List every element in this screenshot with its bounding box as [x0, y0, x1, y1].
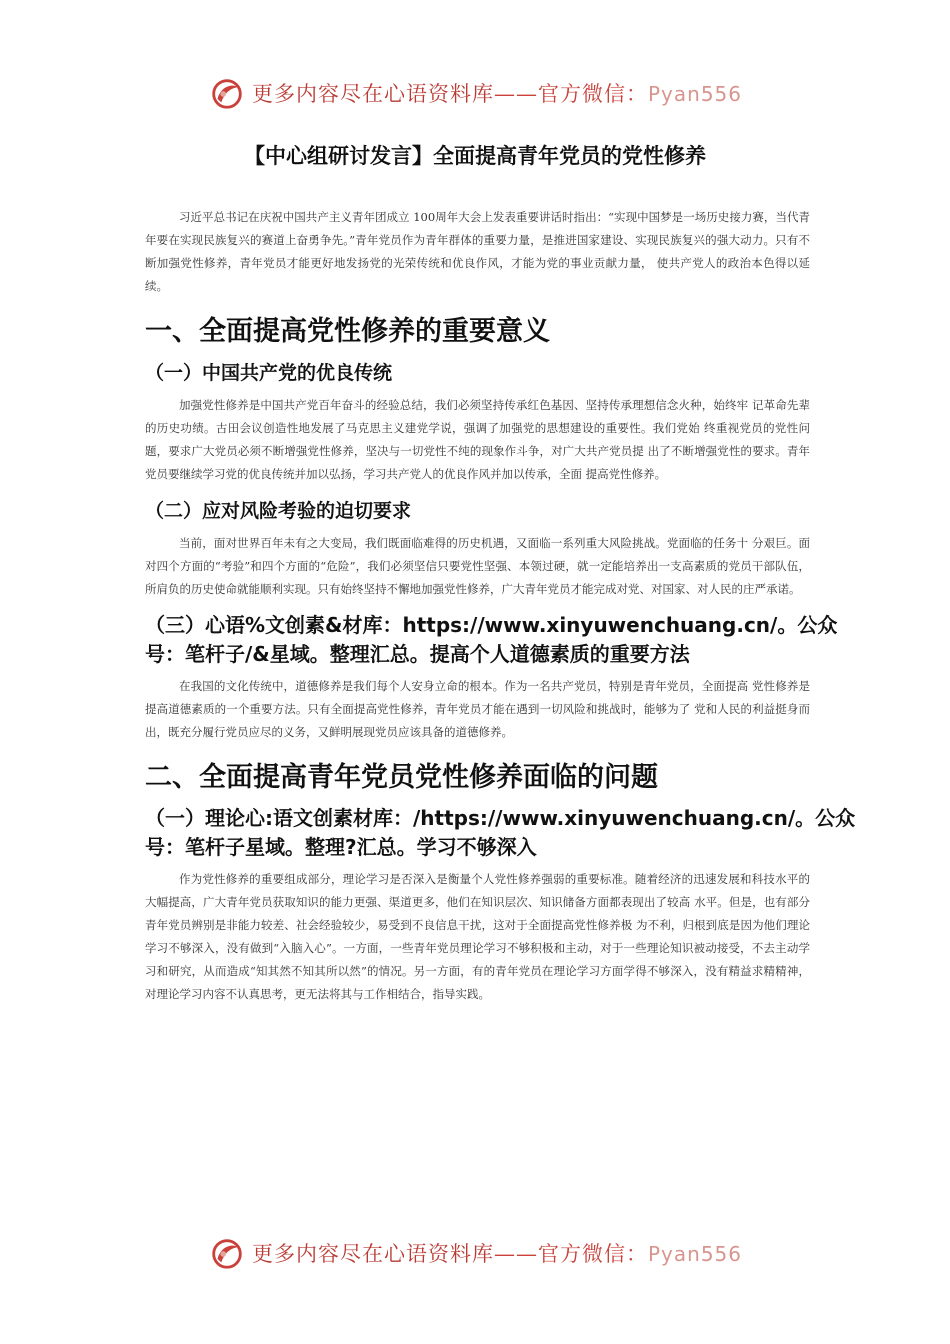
- section-2-heading: 二、全面提高青年党员党性修养面临的问题: [145, 762, 658, 793]
- header-banner: [0, 68, 950, 118]
- brand-logo-icon: [208, 74, 246, 112]
- intro-paragraph: 习近平总书记在庆祝中国共产主义青年团成立 100周年大会上发表重要讲话时指出：“实现中国梦是一场历史接力赛，当代青年要在实现民族复兴的赛道上奋勇争先。”青年党员作为青年群体的重要力量，是推进国家建设、实现民族复兴的强大动力。只有不断加强党性修养，青年党员才能更好地发扬党的光荣传统和优良作风，才能为党的事业贡献力量， 使共产党人的政治本色得以延续。: [145, 210, 810, 293]
- banner-official: 官方微信：: [537, 82, 648, 106]
- banner-prefix: 更多内容尽在心语资料库: [251, 1242, 494, 1266]
- section-1-2-heading: （二）应对风险考验的迫切要求: [145, 500, 412, 522]
- banner-text: [252, 78, 742, 108]
- section-1-3-paragraph: 在我国的文化传统中，道德修养是我们每个人安身立命的根本。作为一名共产党员，特别是青年党员，全面提高 党性修养是提高道德素质的一个重要方法。只有全面提高党性修养，青年党员才能在遇到一切风险和挑战时，能够为了 党和人民的利益挺身而出，既充分履行党员应尽的义务，又鲜明展现党员应该具备的道德修养。: [145, 679, 810, 739]
- banner-dash: ——: [493, 82, 538, 106]
- document-body: [145, 206, 856, 1016]
- footer-banner: [0, 1228, 950, 1278]
- document-title: 【中心组研讨发言】全面提高青年党员的党性修养: [244, 144, 706, 168]
- section-1-2-paragraph: 当前，面对世界百年未有之大变局，我们既面临难得的历史机遇，又面临一系列重大风险挑战。党面临的任务十 分艰巨。面对四个方面的“考验”和四个方面的“危险”，我们必须坚信只要党性坚强、本领过硬，就一定能培养出一支高素质的党员干部队伍，所肩负的历史使命就能顺利实现。只有始终坚持不懈地加强党性修养，广大青年党员才能完成对党、对国家、对人民的庄严承诺。: [145, 536, 810, 596]
- banner-prefix: 更多内容尽在心语资料库: [251, 82, 494, 106]
- brand-logo-icon: [208, 1234, 246, 1272]
- section-2-1-paragraph: 作为党性修养的重要组成部分，理论学习是否深入是衡量个人党性修养强弱的重要标准。随着经济的迅速发展和科技水平的大幅提高，广大青年党员获取知识的能力更强、渠道更多，他们在知识层次、知识储备方面都表现出了较高 水平。但是，也有部分青年党员辨别是非能力较差、社会经验较少，易受到不良信息干扰，这对于全面提高党性修养极 为不利，归根到底是因为他们理论学习不够深入，没有做到“入脑入心”。一方面，一些青年党员理论学习不够积极和主动，对于一些理论知识被动接受，不去主动学习和研究，从而造成“知其然不知其所以然”的情况。另一方面，有的青年党员在理论学习方面学得不够深入，没有精益求精精神，对理论学习内容不认真思考，更无法将其与工作相结合，指导实践。: [145, 872, 810, 1001]
- banner-dash: ——: [493, 1242, 538, 1266]
- section-1-1-heading: （一）中国共产党的优良传统: [145, 362, 393, 384]
- banner-wechat-id: Pyan556: [647, 1242, 742, 1266]
- banner-wechat-id: Pyan556: [647, 82, 742, 106]
- section-2-1-heading: （一）理论心:语文创素材库：/https://www.xinyuwenchuang.cn/。公众号：笔杆子星域。整理?汇总。学习不够深入: [145, 806, 856, 859]
- banner-text: [252, 1238, 742, 1268]
- section-1-1-paragraph: 加强党性修养是中国共产党百年奋斗的经验总结，我们必须坚持传承红色基因、坚持传承理想信念火种，始终牢 记革命先辈的历史功绩。古田会议创造性地发展了马克思主义建党学说，强调了加强党的思想建设的重要性。我们党始 终重视党员的党性问题，要求广大党员必须不断增强党性修养，坚决与一切党性不纯的现象作斗争，对广大共产党员提 出了不断增强党性的要求。青年党员要继续学习党的优良传统并加以弘扬，学习共产党人的优良作风并加以传承，全面 提高党性修养。: [145, 398, 810, 481]
- section-1-heading: 一、全面提高党性修养的重要意义: [145, 316, 550, 347]
- banner-official: 官方微信：: [537, 1242, 648, 1266]
- section-1-3-heading: （三）心语%文创素&材库：https://www.xinyuwenchuang.cn/。公众号：笔杆子/&星域。整理汇总。提高个人道德素质的重要方法: [145, 613, 838, 666]
